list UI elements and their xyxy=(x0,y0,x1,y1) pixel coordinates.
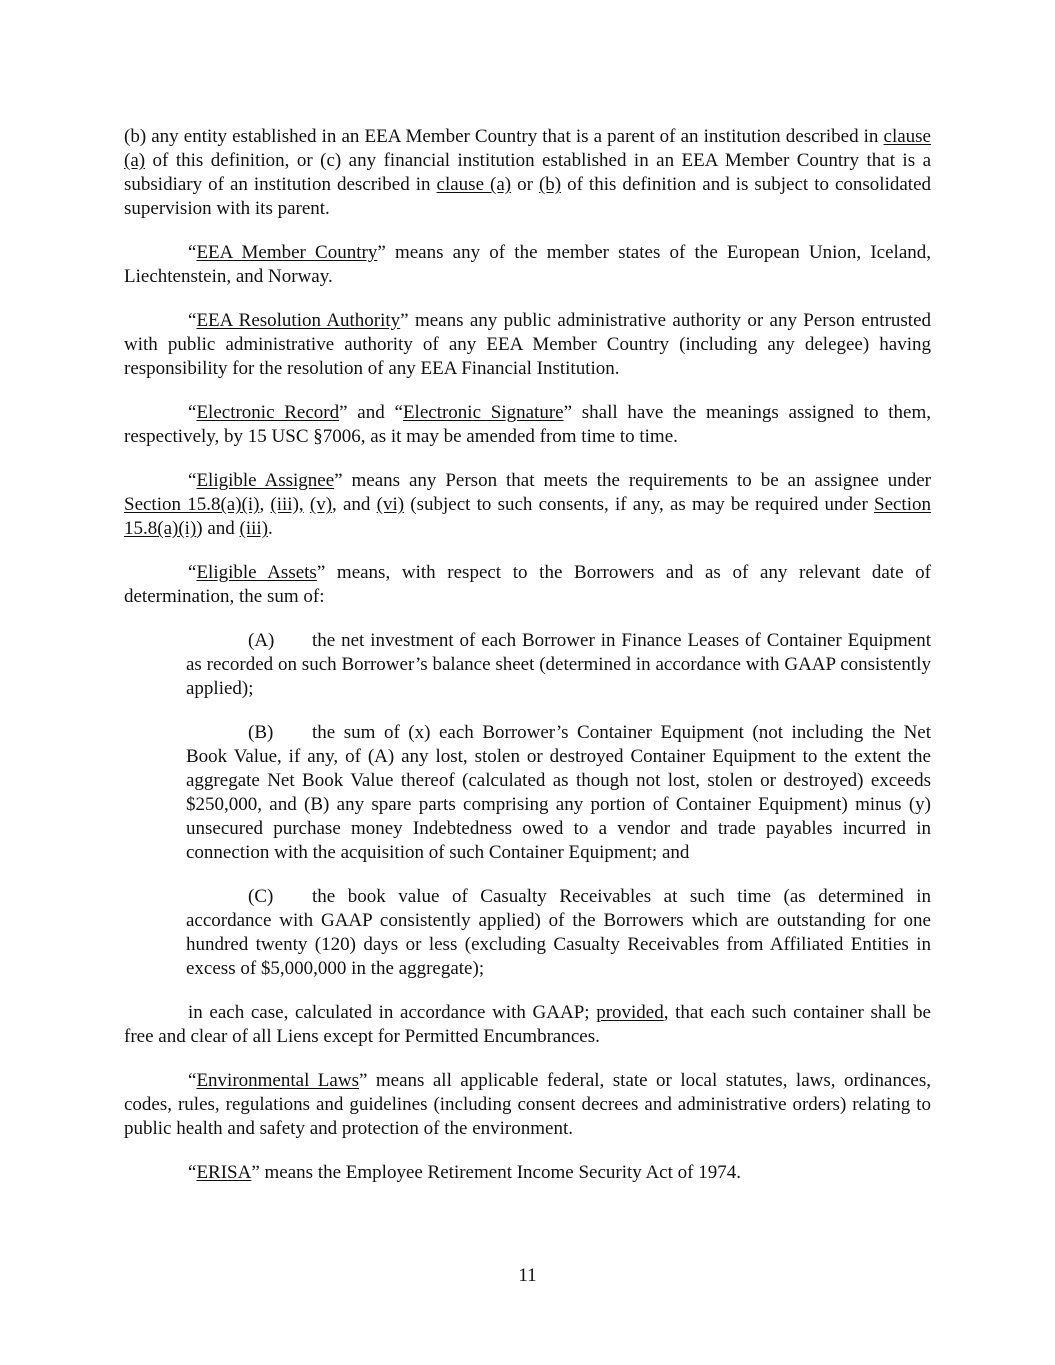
eligible-assets-item-c: (C) the book value of Casualty Receivables at such time (as determined in accordance with GAAP consistently applied) of the Borrowers which are outstanding for one hundred twenty (120) days or less (excluding Casualty Receivables from Affiliated Entities in excess of $5,000,000 in the aggregate); xyxy=(186,886,931,979)
section-ref: Section 15.8(a)(i) xyxy=(124,494,931,539)
section-ref: (iii) xyxy=(239,518,269,539)
defined-term: EEA Member Country xyxy=(196,242,378,263)
clause-a-ref: clause (a) xyxy=(124,126,931,171)
eligible-assets-tail: in each case, calculated in accordance with GAAP; provided, that each such container shall be free and clear of all Liens except for Permitted Encumbrances. xyxy=(124,1002,931,1047)
definition-eea-member-country: “EEA Member Country” means any of the member states of the European Union, Iceland, Liechtenstein, and Norway. xyxy=(124,242,932,287)
clause-b-ref: (b) xyxy=(538,174,562,195)
section-ref: Section 15.8(a)(i) xyxy=(124,494,260,515)
defined-term: Electronic Record xyxy=(196,402,340,423)
defined-term: Eligible Assignee xyxy=(196,470,335,491)
definition-erisa: “ERISA” means the Employee Retirement Income Security Act of 1974. xyxy=(188,1162,741,1183)
definition-eligible-assets: “Eligible Assets” means, with respect to the Borrowers and as of any relevant date of determination, the sum of: xyxy=(124,562,932,607)
item-label: (B) xyxy=(248,722,274,743)
item-label: (C) xyxy=(248,886,274,907)
defined-term: Environmental Laws xyxy=(196,1070,359,1091)
definition-eea-resolution-authority: “EEA Resolution Authority” means any public administrative authority or any Person entrusted with public administrative authority of any EEA Member Country (including any delegee) having responsibility for the resolution of any EEA Financial Institution. xyxy=(124,310,932,379)
page-number: 11 xyxy=(518,1265,537,1286)
eligible-assets-item-a: (A) the net investment of each Borrower in Finance Leases of Container Equipment as recorded on such Borrower’s balance sheet (determined in accordance with GAAP consistently applied); xyxy=(186,630,931,699)
eligible-assets-item-b: (B) the sum of (x) each Borrower’s Container Equipment (not including the Net Book Value, if any, of (A) any lost, stolen or destroyed Container Equipment to the extent the aggregate Net Book Value thereof (calculated as though not lost, stolen or destroyed) exceeds $250,000, and (B) any spare parts comprising any portion of Container Equipment) minus (y) unsecured purchase money Indebtedness owed to a vendor and trade payables incurred in connection with the acquisition of such Container Equipment; and xyxy=(186,722,931,863)
defined-term: Eligible Assets xyxy=(196,562,317,583)
definition-environmental-laws: “Environmental Laws” means all applicable federal, state or local statutes, laws, ordinances, codes, rules, regulations and guidelines (including consent decrees and administrative orders) relating to public health and safety and protection of the environment. xyxy=(124,1070,931,1139)
item-label: (A) xyxy=(248,630,275,651)
definition-electronic-record: “Electronic Record” and “Electronic Signature” shall have the meanings assigned to them, respectively, by 15 USC §7006, as it may be amended from time to time. xyxy=(124,402,931,447)
definition-eligible-assignee: “Eligible Assignee” means any Person that meets the requirements to be an assignee under Section 15.8(a)(i), (iii), (v), and (vi) (subject to such consents, if any, as may be required under Section 15.8(a)(i)) and (iii). xyxy=(124,470,931,539)
section-ref: (iii), xyxy=(270,494,304,515)
section-ref: (vi) xyxy=(376,494,405,515)
defined-term: EEA Resolution Authority xyxy=(196,310,401,331)
defined-term: ERISA xyxy=(196,1162,252,1183)
section-ref: (v) xyxy=(309,494,333,515)
document-page xyxy=(124,125,931,1205)
defined-term: Electronic Signature xyxy=(402,402,564,423)
paragraph-eea-financial-institution-cont: (b) any entity established in an EEA Member Country that is a parent of an institution described in clause (a) of this definition, or (c) any financial institution established in an EEA Member Country that is a subsidiary of an institution described in clause (a) or (b) of this definition and is subject to consolidated supervision with its parent. xyxy=(124,126,932,219)
clause-a-ref: clause (a) xyxy=(436,174,512,195)
provided-term: provided xyxy=(596,1002,664,1023)
